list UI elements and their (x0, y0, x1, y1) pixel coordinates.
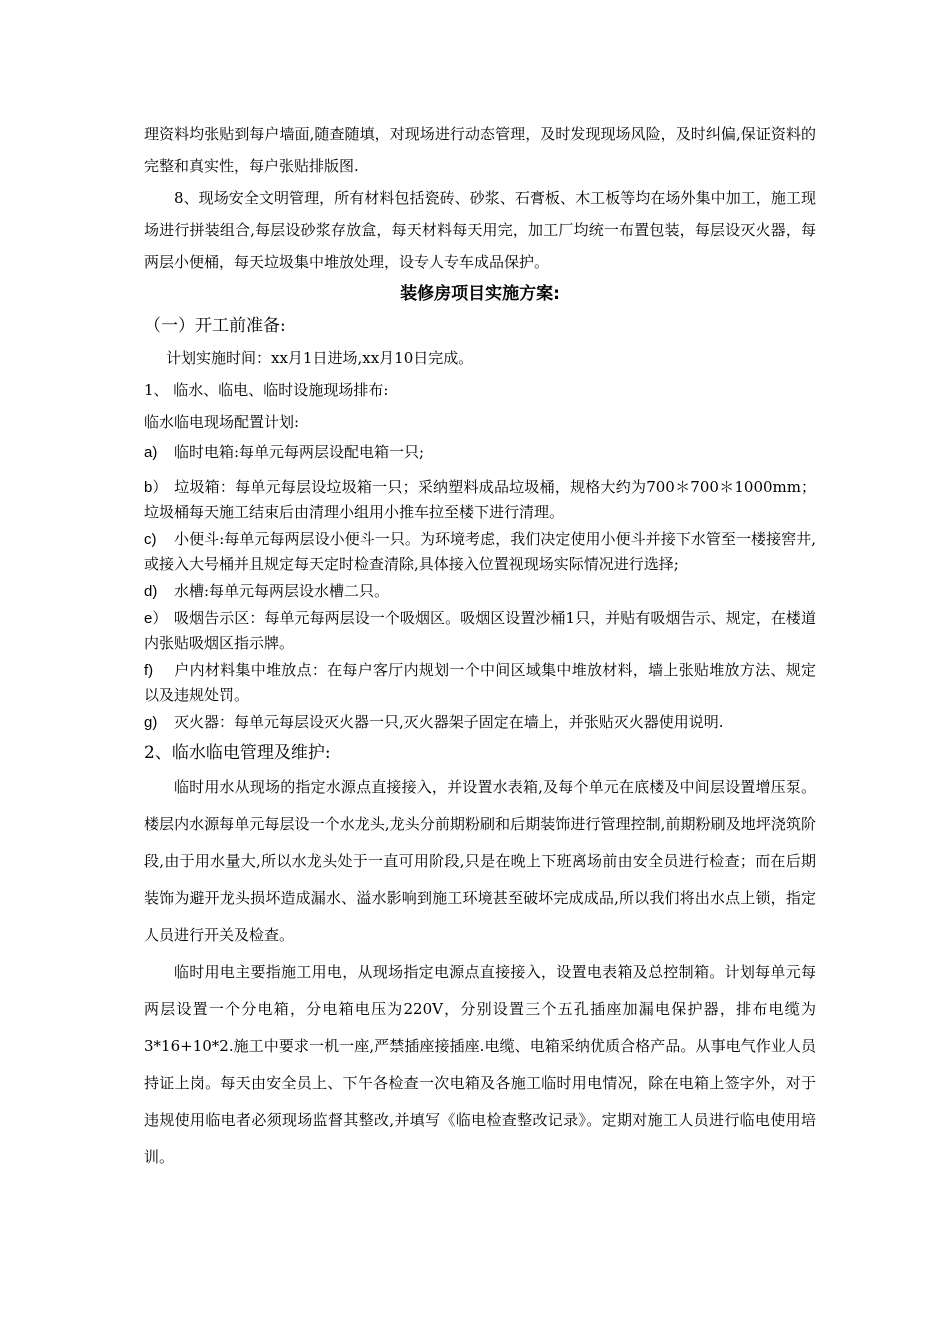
config-plan-label: 临水临电现场配置计划: (144, 413, 300, 431)
item-text: 灭火器：每单元每层设灭火器一只,灭火器架子固定在墙上，并张贴灭火器使用说明. (174, 713, 724, 731)
paragraph-continued: 理资料均张贴到每户墙面,随查随填，对现场进行动态管理，及时发现现场风险，及时纠偏,保证资料的完整和真实性，每户张贴排版图. (144, 125, 816, 175)
plan-time: 计划实施时间：xx月1日进场,xx月10日完成。 (166, 349, 474, 367)
item-text: 小便斗:每单元每两层设小便斗一只。为环境考虑，我们决定使用小便斗并接下水管至一楼接窖井,或接入大号桶并且规定每天定时检查清除,具体接入位置视现场实际情况进行选择; (144, 530, 816, 573)
subheading-1: 1、 临水、临电、临时设施现场排布: (144, 381, 389, 399)
item-marker: f) (144, 662, 154, 679)
item-text: 垃圾箱：每单元每层设垃圾箱一只；采纳塑料成品垃圾桶，规格大约为700＊700＊1000mm；垃圾桶每天施工结束后由清理小组用小推车拉至楼下进行清理。 (144, 478, 816, 521)
item-text: 户内材料集中堆放点：在每户客厅内规划一个中间区域集中堆放材料，墙上张贴堆放方法、规定以及违规处罚。 (144, 661, 816, 704)
paragraph-item-8: 8、现场安全文明管理，所有材料包括瓷砖、砂浆、石膏板、木工板等均在场外集中加工，施工现场进行拼装组合,每层设砂浆存放盒，每天材料每天用完，加工厂均统一布置包装，每层设灭火器，每两层小便桶，每天垃圾集中堆放处理，设专人专车成品保护。 (144, 189, 816, 271)
document-page (144, 118, 816, 1176)
item-text: 吸烟告示区：每单元每两层设一个吸烟区。吸烟区设置沙桶1只，并贴有吸烟告示、规定，在楼道内张贴吸烟区指示牌。 (144, 609, 816, 652)
config-item (144, 475, 816, 525)
config-item (144, 658, 816, 708)
item-marker: d) (144, 583, 158, 600)
item-marker: c) (144, 531, 157, 548)
paragraph-temp-power: 临时用电主要指施工用电，从现场指定电源点直接接入，设置电表箱及总控制箱。计划每单元每两层设置一个分电箱，分电箱电压为220V，分别设置三个五孔插座加漏电保护器，排布电缆为3*16+10*2.施工中要求一机一座,严禁插座接插座.电缆、电箱采纳优质合格产品。从事电气作业人员持证上岗。每天由安全员上、下午各检查一次电箱及各施工临时用电情况，除在电箱上签字外，对于违规使用临电者必须现场监督其整改,并填写《临电检查整改记录》。定期对施工人员进行临电使用培训。 (144, 963, 816, 1166)
item-marker: b） (144, 479, 168, 496)
item-text: 水槽:每单元每两层设水槽二只。 (174, 582, 390, 600)
config-item (144, 710, 816, 735)
config-item (144, 527, 816, 577)
item-text: 临时电箱:每单元每两层设配电箱一只; (174, 443, 425, 461)
config-item-list (144, 440, 816, 735)
paragraph-temp-water: 临时用水从现场的指定水源点直接接入，并设置水表箱,及每个单元在底楼及中间层设置增压泵。楼层内水源每单元每层设一个水龙头,龙头分前期粉刷和后期装饰进行管理控制,前期粉刷及地坪浇筑阶段,由于用水量大,所以水龙头处于一直可用阶段,只是在晚上下班离场前由安全员进行检查；而在后期装饰为避开龙头损坏造成漏水、溢水影响到施工环境甚至破坏完成成品,所以我们将出水点上锁，指定人员进行开关及检查。 (144, 778, 816, 944)
section-heading-1: （一）开工前准备: (144, 316, 286, 336)
config-item (144, 579, 816, 604)
config-item (144, 440, 816, 465)
config-item (144, 606, 816, 656)
item-marker: e） (144, 610, 168, 627)
item-marker: a) (144, 444, 158, 461)
subheading-2: 2、临水临电管理及维护: (144, 743, 331, 763)
item-marker: g) (144, 714, 158, 731)
document-title: 装修房项目实施方案: (400, 284, 560, 304)
